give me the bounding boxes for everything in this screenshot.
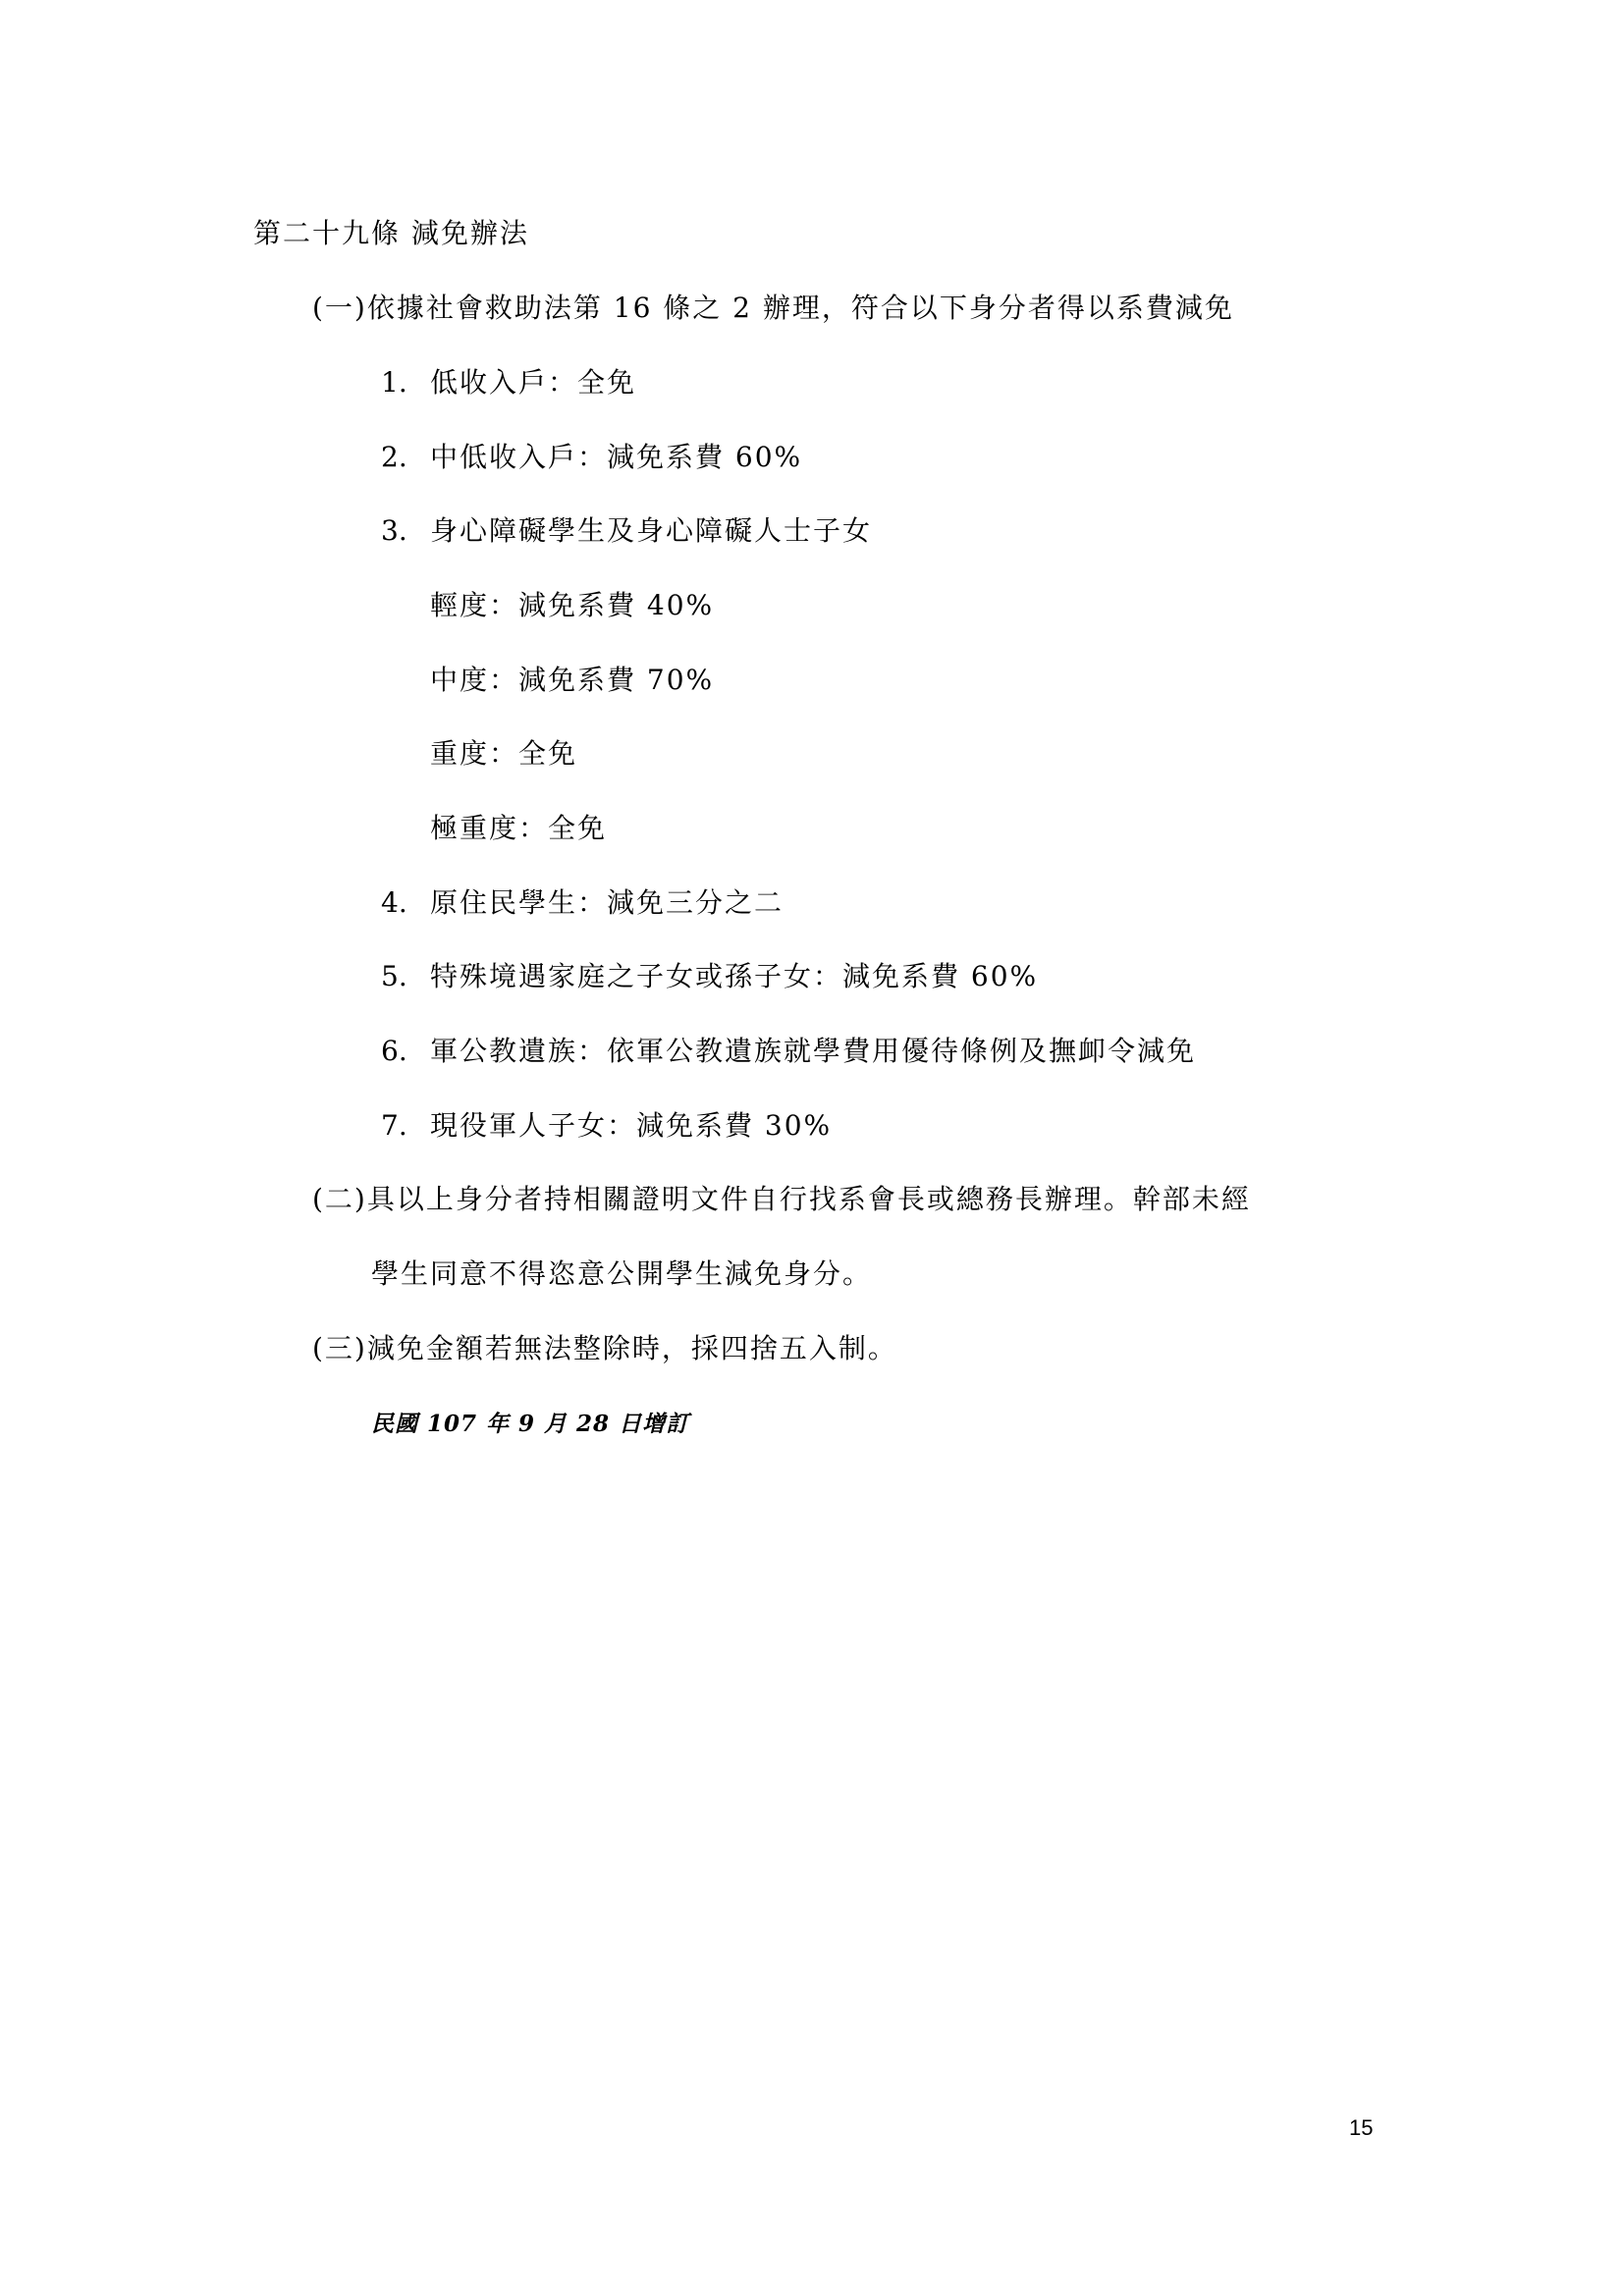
list-item-text: 中低收入戶：減免系費 60% (430, 441, 803, 473)
list-item-number: 7. (381, 1109, 407, 1142)
section-1-intro: (一)依據社會救助法第 16 條之 2 辦理，符合以下身分者得以系費減免 (312, 292, 1234, 324)
section-3-text: (三)減免金額若無法整除時，採四捨五入制。 (312, 1332, 897, 1364)
list-item-number: 3. (381, 514, 407, 547)
list-item-text: 特殊境遇家庭之子女或孫子女：減免系費 60% (430, 960, 1039, 992)
disability-level-moderate: 中度：減免系費 70% (430, 664, 715, 696)
list-item-number: 4. (381, 886, 407, 919)
disability-level-profound: 極重度：全免 (430, 812, 608, 844)
amendment-date: 民國 107 年 9 月 28 日增訂 (371, 1411, 690, 1437)
list-item-text: 低收入戶：全免 (430, 366, 637, 399)
disability-level-severe: 重度：全免 (430, 737, 578, 770)
list-item-number: 6. (381, 1035, 407, 1067)
list-item-text: 原住民學生：減免三分之二 (430, 886, 785, 919)
disability-level-mild: 輕度：減免系費 40% (430, 589, 715, 621)
list-item-number: 2. (381, 441, 407, 473)
list-item-number: 5. (381, 960, 407, 992)
section-2-line-1: (二)具以上身分者持相關證明文件自行找系會長或總務長辦理。幹部未經 (312, 1183, 1251, 1215)
page-number: 15 (1349, 2115, 1374, 2140)
section-2-line-2: 學生同意不得恣意公開學生減免身分。 (371, 1257, 873, 1290)
list-item-number: 1. (381, 366, 407, 399)
list-item-text: 軍公教遺族：依軍公教遺族就學費用優待條例及撫卹令減免 (430, 1035, 1197, 1067)
list-item-text: 現役軍人子女：減免系費 30% (430, 1109, 833, 1142)
article-heading: 第二十九條 減免辦法 (253, 217, 529, 249)
list-item-text: 身心障礙學生及身心障礙人士子女 (430, 514, 873, 547)
